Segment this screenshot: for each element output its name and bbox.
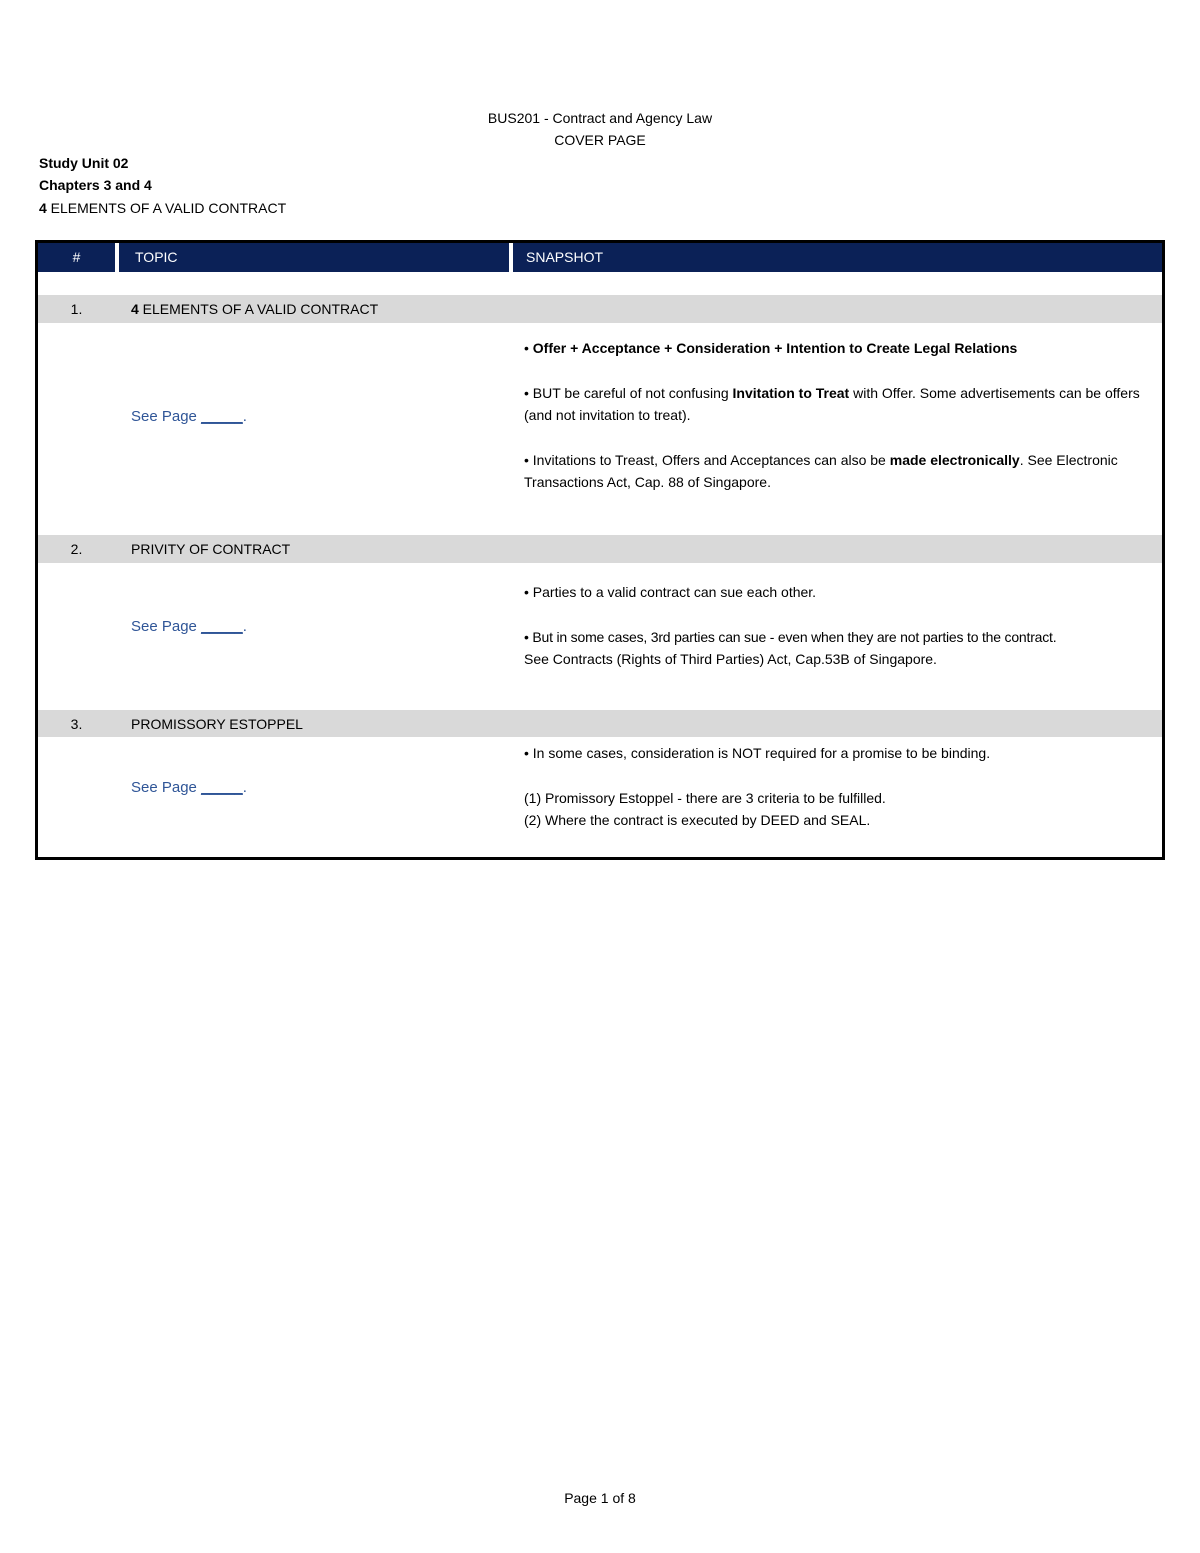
header-topic: TOPIC	[115, 243, 509, 272]
section-title-text: ELEMENTS OF A VALID CONTRACT	[138, 301, 379, 317]
snapshot-point: See Contracts (Rights of Third Parties) Act, Cap.53B of Singapore.	[524, 651, 937, 667]
section-title: PROMISSORY ESTOPPEL	[131, 716, 303, 732]
page-number: Page 1 of 8	[564, 1490, 636, 1506]
snapshot-emphasis: made electronically	[889, 451, 1020, 468]
snapshot-cell	[524, 581, 1160, 671]
snapshot-text: • Invitations to Treast, Offers and Acceptances can also be	[524, 451, 890, 468]
see-page-reference	[131, 616, 247, 638]
see-page-blank: _____	[201, 779, 243, 796]
see-page-label: See Page	[131, 618, 202, 635]
snapshot-point: • Parties to a valid contract can sue each other.	[524, 584, 817, 600]
snapshot-text: • BUT be careful of not confusing	[524, 384, 733, 401]
snapshot-point	[524, 337, 1158, 360]
cover-page-title: COVER PAGE	[554, 132, 646, 148]
snapshot-text: with Offer. Some advertisements can be offers (and not invitation to treat).	[524, 384, 1140, 423]
section-title	[131, 295, 378, 323]
header-number: #	[72, 249, 81, 265]
section-row	[38, 295, 1162, 323]
see-page-end: .	[242, 779, 247, 796]
section-title-number: 4	[131, 301, 139, 317]
snapshot-point	[524, 382, 1158, 427]
chapters: Chapters 3 and 4	[39, 177, 152, 193]
snapshot-emphasis: Invitation to Treat	[732, 384, 850, 401]
see-page-reference	[131, 777, 247, 799]
cover-table	[35, 240, 1165, 860]
see-page-end: .	[242, 408, 247, 425]
section-number: 3.	[70, 716, 83, 732]
section-row	[38, 535, 1162, 563]
section-number: 1.	[70, 301, 83, 317]
snapshot-cell	[524, 337, 1158, 494]
section-title: PRIVITY OF CONTRACT	[131, 541, 291, 557]
see-page-label: See Page	[131, 408, 202, 425]
snapshot-point: (2) Where the contract is executed by DEED and SEAL.	[524, 812, 871, 828]
unit-topic	[39, 197, 286, 219]
unit-topic-text: ELEMENTS OF A VALID CONTRACT	[46, 200, 287, 216]
bullet: •	[524, 340, 533, 356]
table-header-row	[38, 243, 1162, 272]
unit-topic-number: 4	[39, 200, 47, 216]
study-unit: Study Unit 02	[39, 155, 129, 171]
snapshot-point: • But in some cases, 3rd parties can sue - even when they are not parties to the contract.	[524, 628, 1057, 645]
section-number: 2.	[70, 541, 83, 557]
see-page-end: .	[242, 618, 247, 635]
snapshot-text: . See Electronic Transactions Act, Cap. 88 of Singapore.	[524, 451, 1118, 490]
see-page-blank: _____	[201, 618, 243, 635]
see-page-blank: _____	[201, 408, 243, 425]
section-row	[38, 710, 1162, 737]
snapshot-point	[524, 449, 1158, 494]
snapshot-point: (1) Promissory Estoppel - there are 3 criteria to be fulfilled.	[524, 789, 886, 806]
snapshot-cell	[524, 742, 1158, 832]
header-snapshot: SNAPSHOT	[509, 243, 1162, 272]
snapshot-emphasis: Offer + Acceptance + Consideration + Intention to Create Legal Relations	[532, 340, 1018, 356]
snapshot-point: • In some cases, consideration is NOT required for a promise to be binding.	[524, 745, 991, 761]
see-page-label: See Page	[131, 779, 202, 796]
course-title: BUS201 - Contract and Agency Law	[487, 110, 713, 126]
see-page-reference	[131, 406, 247, 428]
